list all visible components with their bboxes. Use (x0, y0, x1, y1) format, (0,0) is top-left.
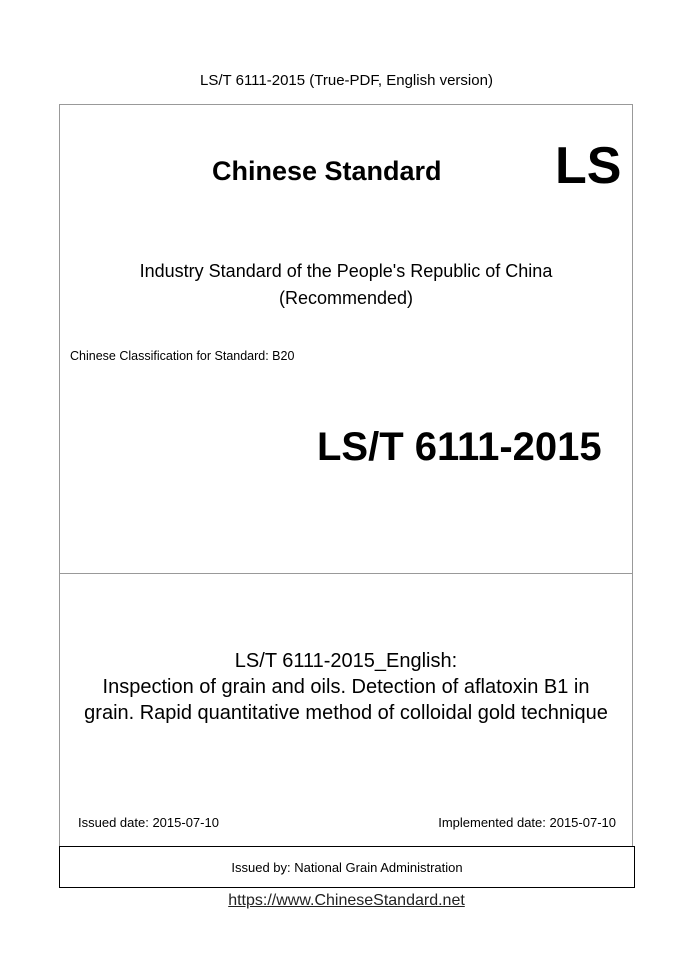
chinese-standard-heading: Chinese Standard (212, 156, 442, 186)
issued-date: Issued date: 2015-07-10 (78, 815, 219, 830)
issuer-text: Issued by: National Grain Administration (231, 859, 463, 875)
description-line-3: grain. Rapid quantitative method of colloidal gold technique (84, 702, 608, 724)
standard-description (59, 648, 633, 726)
description-line-1: LS/T 6111-2015_English: (234, 650, 458, 672)
footer-url (0, 892, 693, 910)
industry-line-2: (Recommended) (278, 288, 414, 308)
industry-standard-caption (59, 258, 633, 312)
industry-line-1: Industry Standard of the People's Republic of China (139, 261, 553, 281)
issuer-box (59, 846, 635, 888)
website-link[interactable]: https://www.ChineseStandard.net (228, 892, 465, 909)
implemented-date: Implemented date: 2015-07-10 (438, 815, 616, 830)
document-header-title: LS/T 6111-2015 (True-PDF, English version) (200, 72, 493, 89)
standard-number: LS/T 6111-2015 (317, 425, 602, 469)
classification-label: Chinese Classification for Standard: B20 (70, 349, 295, 363)
standard-code-prefix: LS (555, 137, 622, 195)
description-line-2: Inspection of grain and oils. Detection of aflatoxin B1 in (102, 676, 590, 698)
